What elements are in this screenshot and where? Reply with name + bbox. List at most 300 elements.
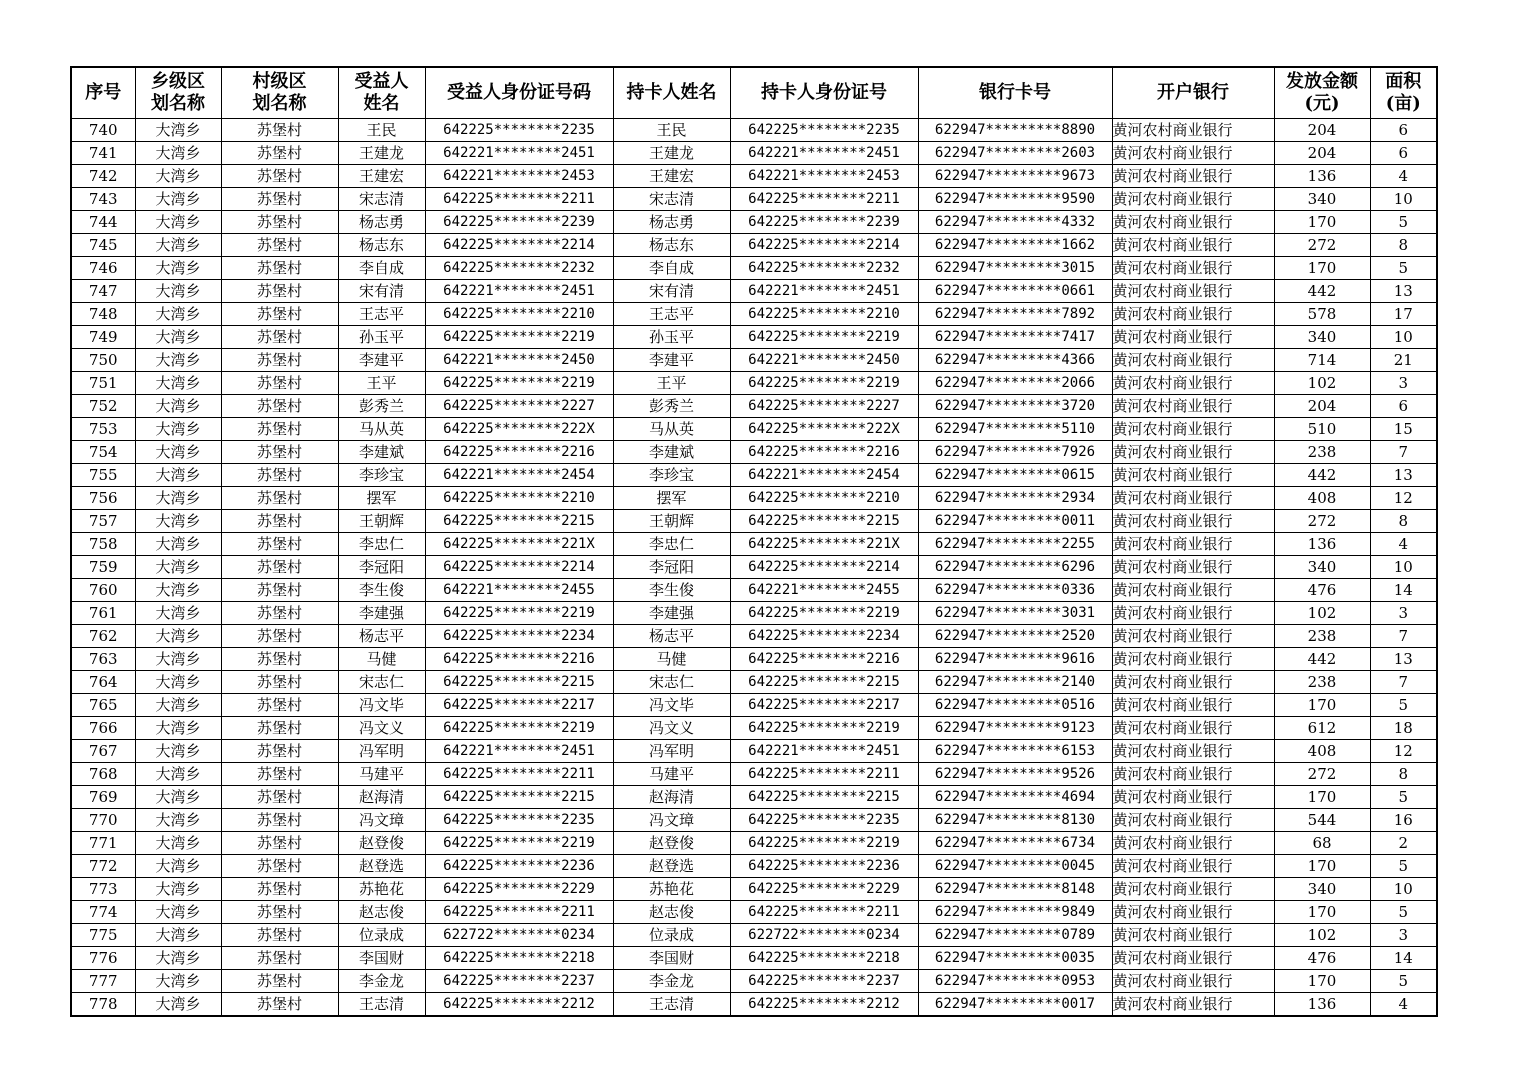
col-bank-cell: 黄河农村商业银行 xyxy=(1112,349,1274,372)
col-beneficiary-name-cell: 摆军 xyxy=(338,487,425,510)
col-village-cell: 苏堡村 xyxy=(221,832,338,855)
col-bank-cell: 黄河农村商业银行 xyxy=(1112,924,1274,947)
col-village-cell: 苏堡村 xyxy=(221,970,338,993)
col-township-cell: 大湾乡 xyxy=(135,349,221,372)
col-cardholder-name-cell: 孙玉平 xyxy=(613,326,730,349)
col-beneficiary-name-cell: 宋志仁 xyxy=(338,671,425,694)
col-bank-cell: 黄河农村商业银行 xyxy=(1112,970,1274,993)
col-beneficiary-name-cell: 李国财 xyxy=(338,947,425,970)
col-bank-cell: 黄河农村商业银行 xyxy=(1112,740,1274,763)
col-area-cell: 10 xyxy=(1370,326,1437,349)
col-bank-card-cell: 622947*********2934 xyxy=(918,487,1112,510)
col-cardholder-id-header-line: 持卡人身份证号 xyxy=(761,82,887,103)
col-index-cell: 764 xyxy=(71,671,135,694)
col-township-cell: 大湾乡 xyxy=(135,441,221,464)
col-beneficiary-name-cell: 李建平 xyxy=(338,349,425,372)
col-village-header-line: 村级区 xyxy=(252,71,307,92)
table-row xyxy=(71,763,1437,786)
table-row xyxy=(71,809,1437,832)
col-cardholder-name-cell: 冯文毕 xyxy=(613,694,730,717)
col-index-cell: 742 xyxy=(71,165,135,188)
col-township-cell: 大湾乡 xyxy=(135,924,221,947)
col-village-header-line: 划名称 xyxy=(252,93,307,114)
col-amount-header xyxy=(1274,67,1370,119)
col-bank-cell: 黄河农村商业银行 xyxy=(1112,878,1274,901)
col-bank-cell: 黄河农村商业银行 xyxy=(1112,326,1274,349)
col-village-cell: 苏堡村 xyxy=(221,602,338,625)
col-beneficiary-name-cell: 孙玉平 xyxy=(338,326,425,349)
col-township-cell: 大湾乡 xyxy=(135,671,221,694)
col-beneficiary-name-cell: 李建斌 xyxy=(338,441,425,464)
col-bank-card-cell: 622947*********7892 xyxy=(918,303,1112,326)
col-amount-cell: 136 xyxy=(1274,993,1370,1017)
col-beneficiary-name-cell: 赵登俊 xyxy=(338,832,425,855)
col-village-cell: 苏堡村 xyxy=(221,395,338,418)
col-area-cell: 3 xyxy=(1370,372,1437,395)
col-area-cell: 6 xyxy=(1370,142,1437,165)
table-body xyxy=(71,119,1437,1017)
col-township-cell: 大湾乡 xyxy=(135,993,221,1017)
col-area-cell: 5 xyxy=(1370,257,1437,280)
col-index-cell: 762 xyxy=(71,625,135,648)
col-cardholder-name-cell: 马健 xyxy=(613,648,730,671)
col-township-cell: 大湾乡 xyxy=(135,694,221,717)
col-village-cell: 苏堡村 xyxy=(221,556,338,579)
col-bank-cell: 黄河农村商业银行 xyxy=(1112,234,1274,257)
col-cardholder-name-cell: 赵登选 xyxy=(613,855,730,878)
col-village-cell: 苏堡村 xyxy=(221,142,338,165)
col-bank-card-cell: 622947*********9526 xyxy=(918,763,1112,786)
col-area-cell: 12 xyxy=(1370,487,1437,510)
col-area-cell: 5 xyxy=(1370,855,1437,878)
col-beneficiary-name-cell: 赵志俊 xyxy=(338,901,425,924)
col-cardholder-name-cell: 马从英 xyxy=(613,418,730,441)
table-row xyxy=(71,671,1437,694)
col-amount-cell: 408 xyxy=(1274,740,1370,763)
col-village-cell: 苏堡村 xyxy=(221,280,338,303)
col-area-cell: 8 xyxy=(1370,763,1437,786)
table-row xyxy=(71,625,1437,648)
col-amount-header-line: (元) xyxy=(1304,93,1340,114)
col-amount-cell: 272 xyxy=(1274,234,1370,257)
col-township-cell: 大湾乡 xyxy=(135,487,221,510)
col-village-cell: 苏堡村 xyxy=(221,671,338,694)
col-beneficiary-name-cell: 王朝辉 xyxy=(338,510,425,533)
col-township-cell: 大湾乡 xyxy=(135,303,221,326)
col-bank-cell: 黄河农村商业银行 xyxy=(1112,211,1274,234)
col-cardholder-id-cell: 642225********2227 xyxy=(730,395,918,418)
col-index-cell: 760 xyxy=(71,579,135,602)
col-beneficiary-name-cell: 赵海清 xyxy=(338,786,425,809)
table-row xyxy=(71,970,1437,993)
col-bank-card-cell: 622947*********8130 xyxy=(918,809,1112,832)
col-bank-card-cell: 622947*********0615 xyxy=(918,464,1112,487)
col-bank-cell: 黄河农村商业银行 xyxy=(1112,671,1274,694)
col-cardholder-name-cell: 王朝辉 xyxy=(613,510,730,533)
col-index-cell: 751 xyxy=(71,372,135,395)
col-beneficiary-id-cell: 642225********2229 xyxy=(425,878,613,901)
col-cardholder-name-cell: 马建平 xyxy=(613,763,730,786)
col-village-cell: 苏堡村 xyxy=(221,418,338,441)
col-cardholder-name-cell: 冯文璋 xyxy=(613,809,730,832)
col-township-cell: 大湾乡 xyxy=(135,556,221,579)
col-index-cell: 774 xyxy=(71,901,135,924)
col-township-cell: 大湾乡 xyxy=(135,326,221,349)
col-amount-cell: 238 xyxy=(1274,625,1370,648)
col-beneficiary-name-cell: 杨志勇 xyxy=(338,211,425,234)
col-village-cell: 苏堡村 xyxy=(221,510,338,533)
col-amount-cell: 612 xyxy=(1274,717,1370,740)
col-cardholder-name-cell: 杨志平 xyxy=(613,625,730,648)
col-bank-card-cell: 622947*********2255 xyxy=(918,533,1112,556)
col-township-cell: 大湾乡 xyxy=(135,165,221,188)
col-cardholder-id-cell: 642221********2453 xyxy=(730,165,918,188)
col-cardholder-id-cell: 642225********2235 xyxy=(730,119,918,142)
table-row xyxy=(71,165,1437,188)
col-cardholder-id-cell: 642225********2236 xyxy=(730,855,918,878)
col-beneficiary-name-header-line: 受益人 xyxy=(354,71,409,92)
col-index-cell: 749 xyxy=(71,326,135,349)
col-bank-cell: 黄河农村商业银行 xyxy=(1112,602,1274,625)
col-cardholder-name-cell: 李建平 xyxy=(613,349,730,372)
col-beneficiary-name-cell: 王建宏 xyxy=(338,165,425,188)
col-beneficiary-id-cell: 642225********2239 xyxy=(425,211,613,234)
col-village-cell: 苏堡村 xyxy=(221,694,338,717)
col-area-cell: 4 xyxy=(1370,533,1437,556)
col-cardholder-id-cell: 642225********2239 xyxy=(730,211,918,234)
col-beneficiary-id-cell: 642225********2211 xyxy=(425,188,613,211)
table-row xyxy=(71,326,1437,349)
col-cardholder-name-cell: 李冠阳 xyxy=(613,556,730,579)
col-village-cell: 苏堡村 xyxy=(221,786,338,809)
col-beneficiary-id-cell: 642225********2215 xyxy=(425,510,613,533)
col-cardholder-id-cell: 642225********2210 xyxy=(730,303,918,326)
col-cardholder-name-cell: 王志平 xyxy=(613,303,730,326)
col-cardholder-name-header-line: 持卡人姓名 xyxy=(626,82,717,103)
col-bank-cell: 黄河农村商业银行 xyxy=(1112,142,1274,165)
col-bank-card-cell: 622947*********0789 xyxy=(918,924,1112,947)
col-bank-card-cell: 622947*********0045 xyxy=(918,855,1112,878)
col-bank-card-cell: 622947*********6734 xyxy=(918,832,1112,855)
col-beneficiary-name-cell: 宋志清 xyxy=(338,188,425,211)
col-cardholder-id-cell: 622722********0234 xyxy=(730,924,918,947)
col-township-cell: 大湾乡 xyxy=(135,740,221,763)
col-index-cell: 752 xyxy=(71,395,135,418)
table-row xyxy=(71,901,1437,924)
col-area-cell: 5 xyxy=(1370,786,1437,809)
col-bank-card-cell: 622947*********9849 xyxy=(918,901,1112,924)
col-beneficiary-name-header-line: 姓名 xyxy=(363,93,400,114)
col-area-cell: 15 xyxy=(1370,418,1437,441)
col-beneficiary-name-cell: 王志清 xyxy=(338,993,425,1017)
col-village-cell: 苏堡村 xyxy=(221,533,338,556)
col-index-header-line: 序号 xyxy=(85,82,122,103)
col-bank-cell: 黄河农村商业银行 xyxy=(1112,510,1274,533)
col-bank-cell: 黄河农村商业银行 xyxy=(1112,717,1274,740)
col-bank-card-cell: 622947*********3720 xyxy=(918,395,1112,418)
col-bank-card-cell: 622947*********0953 xyxy=(918,970,1112,993)
col-bank-card-header-line: 银行卡号 xyxy=(979,82,1051,103)
col-township-cell: 大湾乡 xyxy=(135,717,221,740)
col-bank-cell: 黄河农村商业银行 xyxy=(1112,119,1274,142)
col-cardholder-id-cell: 642225********2219 xyxy=(730,602,918,625)
col-township-cell: 大湾乡 xyxy=(135,533,221,556)
col-bank-card-cell: 622947*********0011 xyxy=(918,510,1112,533)
col-beneficiary-id-cell: 642225********222X xyxy=(425,418,613,441)
col-area-cell: 18 xyxy=(1370,717,1437,740)
col-beneficiary-name-cell: 李建强 xyxy=(338,602,425,625)
table-row xyxy=(71,717,1437,740)
col-index-cell: 765 xyxy=(71,694,135,717)
col-area-cell: 4 xyxy=(1370,993,1437,1017)
table-row xyxy=(71,395,1437,418)
col-index-cell: 745 xyxy=(71,234,135,257)
col-bank-cell: 黄河农村商业银行 xyxy=(1112,464,1274,487)
col-area-cell: 4 xyxy=(1370,165,1437,188)
table-row xyxy=(71,234,1437,257)
col-cardholder-id-cell: 642225********2214 xyxy=(730,234,918,257)
col-cardholder-name-cell: 冯军明 xyxy=(613,740,730,763)
col-beneficiary-name-cell: 宋有清 xyxy=(338,280,425,303)
col-index-cell: 761 xyxy=(71,602,135,625)
col-bank-card-cell: 622947*********0017 xyxy=(918,993,1112,1017)
col-cardholder-id-cell: 642225********2210 xyxy=(730,487,918,510)
col-bank-cell: 黄河农村商业银行 xyxy=(1112,165,1274,188)
col-amount-cell: 170 xyxy=(1274,211,1370,234)
table-row xyxy=(71,303,1437,326)
col-bank-card-cell: 622947*********9123 xyxy=(918,717,1112,740)
col-index-cell: 754 xyxy=(71,441,135,464)
col-village-cell: 苏堡村 xyxy=(221,165,338,188)
col-index-cell: 755 xyxy=(71,464,135,487)
col-cardholder-name-cell: 赵海清 xyxy=(613,786,730,809)
col-beneficiary-id-cell: 642221********2451 xyxy=(425,142,613,165)
col-bank-header-line: 开户银行 xyxy=(1157,82,1229,103)
col-bank-cell: 黄河农村商业银行 xyxy=(1112,993,1274,1017)
col-area-cell: 5 xyxy=(1370,901,1437,924)
col-village-cell: 苏堡村 xyxy=(221,901,338,924)
col-beneficiary-id-cell: 642225********2217 xyxy=(425,694,613,717)
col-cardholder-id-cell: 642225********2214 xyxy=(730,556,918,579)
col-beneficiary-name-cell: 李自成 xyxy=(338,257,425,280)
col-cardholder-id-cell: 642225********2212 xyxy=(730,993,918,1017)
col-cardholder-id-cell: 642225********2215 xyxy=(730,786,918,809)
col-beneficiary-name-cell: 李金龙 xyxy=(338,970,425,993)
table-row xyxy=(71,487,1437,510)
table-row xyxy=(71,441,1437,464)
col-index-cell: 769 xyxy=(71,786,135,809)
col-township-cell: 大湾乡 xyxy=(135,257,221,280)
table-row xyxy=(71,878,1437,901)
col-cardholder-id-cell: 642221********2450 xyxy=(730,349,918,372)
col-beneficiary-id-cell: 642225********2216 xyxy=(425,648,613,671)
subsidy-distribution-table xyxy=(70,66,1438,1017)
col-index-cell: 747 xyxy=(71,280,135,303)
col-bank-cell: 黄河农村商业银行 xyxy=(1112,372,1274,395)
col-bank-card-cell: 622947*********7417 xyxy=(918,326,1112,349)
col-village-cell: 苏堡村 xyxy=(221,947,338,970)
col-beneficiary-id-cell: 642225********2214 xyxy=(425,556,613,579)
col-index-cell: 753 xyxy=(71,418,135,441)
col-cardholder-name-cell: 李生俊 xyxy=(613,579,730,602)
col-beneficiary-id-cell: 642225********2211 xyxy=(425,763,613,786)
col-bank-cell: 黄河农村商业银行 xyxy=(1112,280,1274,303)
col-township-header-line: 乡级区 xyxy=(151,71,205,92)
col-area-header-line: (亩) xyxy=(1385,93,1421,114)
col-bank-card-cell: 622947*********2140 xyxy=(918,671,1112,694)
table-row xyxy=(71,142,1437,165)
col-amount-header-line: 发放金额 xyxy=(1286,71,1358,92)
col-beneficiary-name-header xyxy=(338,67,425,119)
col-bank-card-cell: 622947*********0516 xyxy=(918,694,1112,717)
col-cardholder-name-cell: 摆军 xyxy=(613,487,730,510)
col-amount-cell: 102 xyxy=(1274,924,1370,947)
col-cardholder-name-cell: 冯文义 xyxy=(613,717,730,740)
col-cardholder-name-cell: 王建龙 xyxy=(613,142,730,165)
col-cardholder-id-cell: 642225********222X xyxy=(730,418,918,441)
col-bank-card-cell: 622947*********2603 xyxy=(918,142,1112,165)
col-bank-cell: 黄河农村商业银行 xyxy=(1112,487,1274,510)
col-area-cell: 7 xyxy=(1370,671,1437,694)
col-beneficiary-name-cell: 彭秀兰 xyxy=(338,395,425,418)
table-row xyxy=(71,602,1437,625)
col-village-cell: 苏堡村 xyxy=(221,763,338,786)
col-bank-card-cell: 622947*********6153 xyxy=(918,740,1112,763)
col-bank-cell: 黄河农村商业银行 xyxy=(1112,625,1274,648)
col-beneficiary-name-cell: 王建龙 xyxy=(338,142,425,165)
col-bank-card-cell: 622947*********8148 xyxy=(918,878,1112,901)
col-village-cell: 苏堡村 xyxy=(221,372,338,395)
col-beneficiary-id-cell: 642225********2236 xyxy=(425,855,613,878)
col-village-cell: 苏堡村 xyxy=(221,878,338,901)
col-beneficiary-name-cell: 李生俊 xyxy=(338,579,425,602)
col-area-cell: 10 xyxy=(1370,878,1437,901)
col-area-cell: 3 xyxy=(1370,602,1437,625)
col-bank-cell: 黄河农村商业银行 xyxy=(1112,694,1274,717)
col-township-cell: 大湾乡 xyxy=(135,947,221,970)
col-beneficiary-name-cell: 冯军明 xyxy=(338,740,425,763)
col-index-cell: 744 xyxy=(71,211,135,234)
col-cardholder-name-cell: 赵志俊 xyxy=(613,901,730,924)
table-row xyxy=(71,832,1437,855)
col-bank-cell: 黄河农村商业银行 xyxy=(1112,188,1274,211)
col-cardholder-name-cell: 赵登俊 xyxy=(613,832,730,855)
col-bank-card-cell: 622947*********3031 xyxy=(918,602,1112,625)
col-beneficiary-id-cell: 642225********2235 xyxy=(425,119,613,142)
col-village-cell: 苏堡村 xyxy=(221,487,338,510)
col-amount-cell: 136 xyxy=(1274,533,1370,556)
col-area-cell: 17 xyxy=(1370,303,1437,326)
col-village-header xyxy=(221,67,338,119)
col-township-cell: 大湾乡 xyxy=(135,878,221,901)
col-beneficiary-name-cell: 杨志平 xyxy=(338,625,425,648)
col-bank-cell: 黄河农村商业银行 xyxy=(1112,579,1274,602)
table-row xyxy=(71,280,1437,303)
table-row xyxy=(71,924,1437,947)
col-beneficiary-name-cell: 李忠仁 xyxy=(338,533,425,556)
col-township-cell: 大湾乡 xyxy=(135,188,221,211)
col-area-cell: 5 xyxy=(1370,694,1437,717)
table-row xyxy=(71,510,1437,533)
col-beneficiary-id-cell: 622722********0234 xyxy=(425,924,613,947)
col-beneficiary-id-cell: 642225********2216 xyxy=(425,441,613,464)
col-beneficiary-id-cell: 642225********2234 xyxy=(425,625,613,648)
col-area-cell: 13 xyxy=(1370,464,1437,487)
col-bank-card-cell: 622947*********8890 xyxy=(918,119,1112,142)
col-beneficiary-name-cell: 王民 xyxy=(338,119,425,142)
col-township-cell: 大湾乡 xyxy=(135,418,221,441)
col-cardholder-id-cell: 642225********2235 xyxy=(730,809,918,832)
col-cardholder-name-cell: 杨志东 xyxy=(613,234,730,257)
col-bank-card-cell: 622947*********7926 xyxy=(918,441,1112,464)
col-area-cell: 5 xyxy=(1370,970,1437,993)
col-bank-card-cell: 622947*********5110 xyxy=(918,418,1112,441)
col-bank-card-cell: 622947*********0336 xyxy=(918,579,1112,602)
col-cardholder-id-header xyxy=(730,67,918,119)
col-cardholder-name-cell: 王志清 xyxy=(613,993,730,1017)
col-area-cell: 12 xyxy=(1370,740,1437,763)
col-beneficiary-id-cell: 642225********2219 xyxy=(425,602,613,625)
col-village-cell: 苏堡村 xyxy=(221,188,338,211)
col-beneficiary-name-cell: 冯文毕 xyxy=(338,694,425,717)
col-cardholder-id-cell: 642225********2219 xyxy=(730,326,918,349)
col-village-cell: 苏堡村 xyxy=(221,717,338,740)
col-index-cell: 756 xyxy=(71,487,135,510)
col-beneficiary-id-cell: 642225********2237 xyxy=(425,970,613,993)
col-amount-cell: 340 xyxy=(1274,326,1370,349)
col-bank-card-cell: 622947*********4694 xyxy=(918,786,1112,809)
col-cardholder-id-cell: 642225********2218 xyxy=(730,947,918,970)
table-row xyxy=(71,119,1437,142)
col-township-cell: 大湾乡 xyxy=(135,372,221,395)
col-beneficiary-id-cell: 642221********2453 xyxy=(425,165,613,188)
col-beneficiary-name-cell: 马建平 xyxy=(338,763,425,786)
col-index-cell: 771 xyxy=(71,832,135,855)
col-village-cell: 苏堡村 xyxy=(221,625,338,648)
col-amount-cell: 272 xyxy=(1274,510,1370,533)
table-row xyxy=(71,648,1437,671)
col-cardholder-name-cell: 李珍宝 xyxy=(613,464,730,487)
col-beneficiary-id-cell: 642225********2235 xyxy=(425,809,613,832)
table-row xyxy=(71,947,1437,970)
col-bank-card-cell: 622947*********9590 xyxy=(918,188,1112,211)
col-amount-cell: 476 xyxy=(1274,947,1370,970)
col-amount-cell: 340 xyxy=(1274,556,1370,579)
col-amount-cell: 714 xyxy=(1274,349,1370,372)
col-township-cell: 大湾乡 xyxy=(135,395,221,418)
col-area-cell: 13 xyxy=(1370,280,1437,303)
col-cardholder-id-cell: 642225********2211 xyxy=(730,188,918,211)
col-amount-cell: 204 xyxy=(1274,142,1370,165)
col-cardholder-name-cell: 杨志勇 xyxy=(613,211,730,234)
table-row xyxy=(71,740,1437,763)
col-area-cell: 7 xyxy=(1370,441,1437,464)
col-beneficiary-id-cell: 642221********2454 xyxy=(425,464,613,487)
col-township-cell: 大湾乡 xyxy=(135,970,221,993)
col-beneficiary-id-cell: 642225********2211 xyxy=(425,901,613,924)
col-beneficiary-name-cell: 马健 xyxy=(338,648,425,671)
col-cardholder-id-cell: 642221********2451 xyxy=(730,142,918,165)
col-cardholder-id-cell: 642225********2219 xyxy=(730,372,918,395)
col-beneficiary-name-cell: 冯文璋 xyxy=(338,809,425,832)
col-township-cell: 大湾乡 xyxy=(135,464,221,487)
col-area-header-line: 面积 xyxy=(1385,71,1422,92)
col-cardholder-id-cell: 642225********2216 xyxy=(730,648,918,671)
col-township-cell: 大湾乡 xyxy=(135,510,221,533)
col-village-cell: 苏堡村 xyxy=(221,855,338,878)
col-bank-card-cell: 622947*********4366 xyxy=(918,349,1112,372)
col-village-cell: 苏堡村 xyxy=(221,441,338,464)
